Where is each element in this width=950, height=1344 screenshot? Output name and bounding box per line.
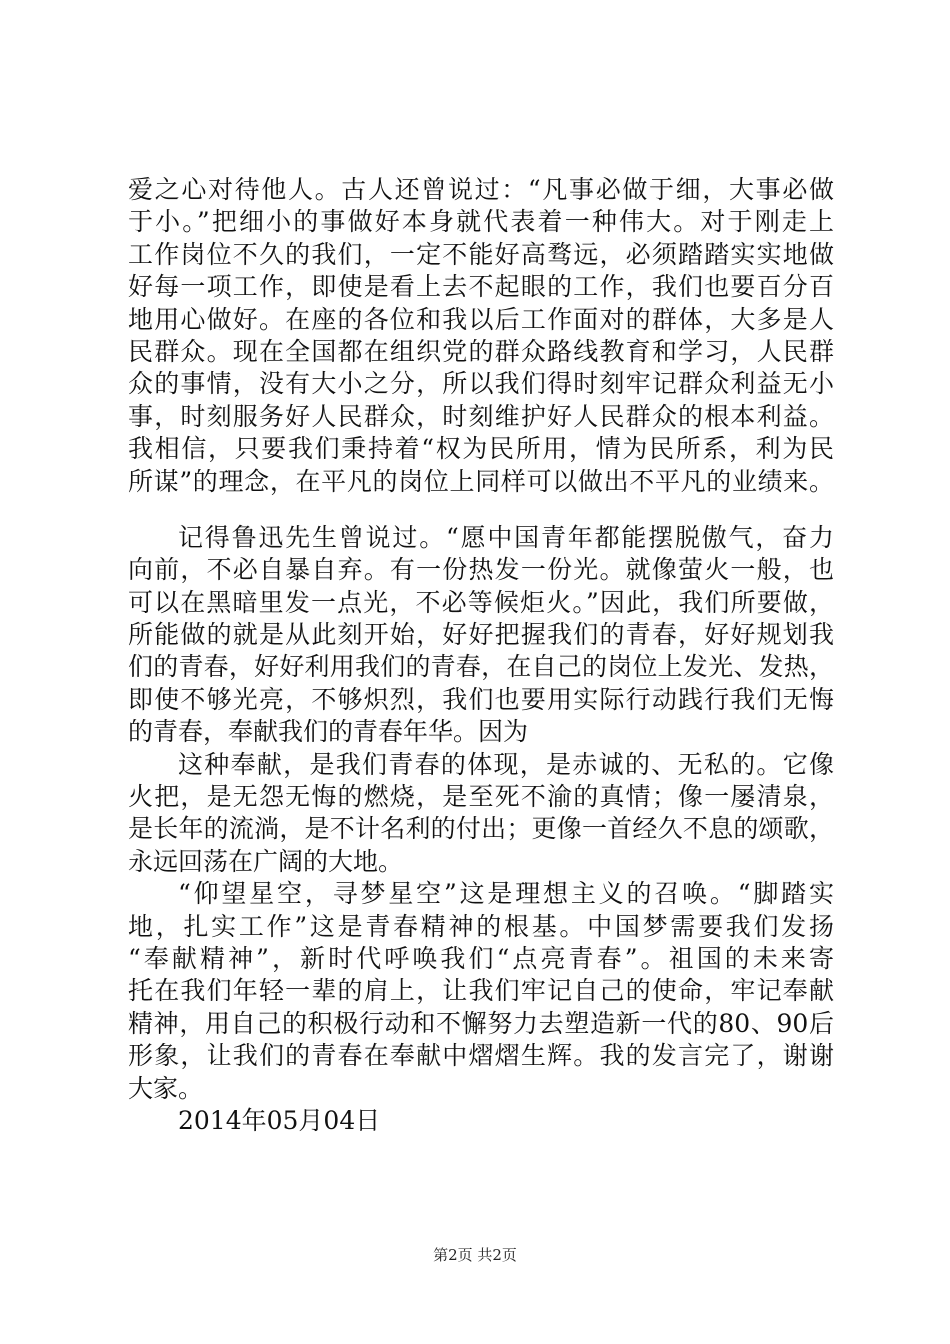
document-date: 2014年05月04日 [178, 1105, 381, 1135]
text-line: 可以在黑暗里发一点光，不必等候炬火。”因此，我们所要做， [128, 587, 834, 617]
text-line: 地，扎实工作”这是青春精神的根基。中国梦需要我们发扬 [128, 911, 834, 941]
text-line: 工作岗位不久的我们，一定不能好高骛远，必须踏踏实实地做 [128, 239, 834, 269]
text-line: 向前，不必自暴自弃。有一份热发一份光。就像萤火一般，也 [128, 555, 834, 585]
text-line: 爱之心对待他人。古人还曾说过：“凡事必做于细，大事必做 [128, 175, 834, 204]
text-line: 是长年的流淌，是不计名利的付出；更像一首经久不息的颂歌， [128, 814, 834, 844]
text-line: 民群众。现在全国都在组织党的群众路线教育和学习，人民群 [128, 336, 834, 366]
text-line: 精神，用自己的积极行动和不懈努力去塑造新一代的80、90后 [128, 1008, 834, 1038]
text-line: “奉献精神”，新时代呼唤我们“点亮青春”。祖国的未来寄 [128, 943, 834, 973]
text-line: 即使不够光亮，不够炽烈，我们也要用实际行动践行我们无悔 [128, 684, 834, 714]
text-line: 众的事情，没有大小之分，所以我们得时刻牢记群众利益无小 [128, 369, 834, 399]
text-line: 这种奉献，是我们青春的体现，是赤诚的、无私的。它像 [178, 749, 834, 779]
text-line: 我相信，只要我们秉持着“权为民所用，情为民所系，利为民 [128, 434, 834, 464]
paragraph [128, 522, 834, 749]
paragraph [128, 878, 834, 1105]
text-line: 托在我们年轻一辈的肩上，让我们牢记自己的使命，牢记奉献 [128, 976, 834, 1006]
text-line: 地用心做好。在座的各位和我以后工作面对的群体，大多是人 [128, 304, 834, 334]
document-body [128, 174, 834, 1137]
paragraph-gap [128, 498, 834, 522]
text-line: 永远回荡在广阔的大地。 [128, 846, 404, 876]
paragraph [128, 174, 834, 498]
text-line: 记得鲁迅先生曾说过。“愿中国青年都能摆脱傲气，奋力 [178, 522, 834, 552]
text-line: 们的青春，好好利用我们的青春，在自己的岗位上发光、发热， [128, 652, 834, 682]
text-line: 所能做的就是从此刻开始，好好把握我们的青春，好好规划我 [128, 620, 834, 650]
text-line: 于小。”把细小的事做好本身就代表着一种伟大。对于刚走上 [128, 207, 834, 237]
text-line: 的青春，奉献我们的青春年华。因为 [128, 717, 529, 747]
text-line: “仰望星空，寻梦星空”这是理想主义的召唤。“脚踏实 [178, 879, 834, 909]
text-line: 好每一项工作，即使是看上去不起眼的工作，我们也要百分百 [128, 272, 834, 302]
text-line: 形象，让我们的青春在奉献中熠熠生辉。我的发言完了，谢谢 [128, 1041, 834, 1071]
text-line: 火把，是无怨无悔的燃烧，是至死不渝的真情；像一屡清泉， [128, 782, 834, 812]
page-number-footer: 第2页 共2页 [433, 1246, 517, 1264]
paragraph [128, 749, 834, 879]
text-line: 事，时刻服务好人民群众，时刻维护好人民群众的根本利益。 [128, 401, 834, 431]
text-line: 大家。 [128, 1073, 204, 1103]
text-line: 所谋”的理念，在平凡的岗位上同样可以做出不平凡的业绩来。 [128, 466, 834, 496]
